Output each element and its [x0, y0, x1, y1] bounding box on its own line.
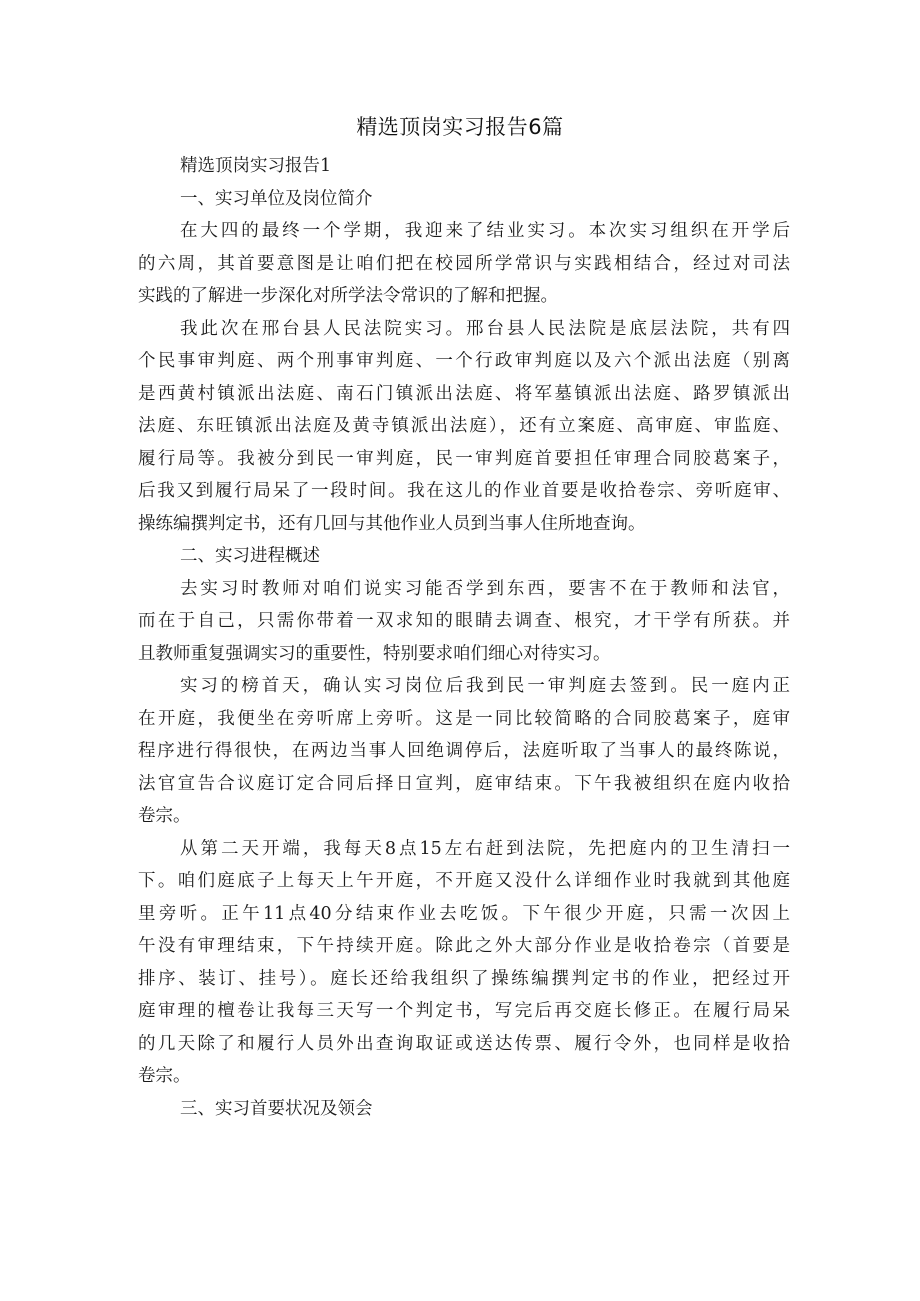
document-body [138, 150, 790, 1125]
paragraph-line: 而在于自己，只需你带着一双求知的眼睛去调查、根究，才干学有所获。并 [138, 611, 790, 631]
paragraph-line: 实践的了解进一步深化对所学法令常识的了解和把握。 [138, 286, 558, 306]
paragraph-line: 我此次在邢台县人民法院实习。邢台县人民法院是底层法院，共有四 [180, 318, 790, 339]
paragraph-line: 是西黄村镇派出法庭、南石门镇派出法庭、将军墓镇派出法庭、路罗镇派出 [138, 383, 790, 404]
paragraph-line: 程序进行得很快，在两边当事人回绝调停后，法庭听取了当事人的最终陈说， [138, 741, 790, 761]
paragraph-line: 法官宣告合议庭订定合同后择日宣判，庭审结束。下午我被组织在庭内收拾 [138, 773, 790, 794]
section-heading-3: 三、实习首要状况及领会 [180, 1098, 373, 1119]
document-title: 精选顶岗实习报告6篇 [356, 115, 564, 139]
paragraph-line: 法庭、东旺镇派出法庭及黄寺镇派出法庭），还有立案庭、高审庭、审监庭、 [138, 416, 790, 436]
paragraph-line: 下。咱们庭底子上每天上午开庭，不开庭又没什么详细作业时我就到其他庭 [138, 871, 790, 891]
paragraph-line: 卷宗。 [138, 1066, 191, 1086]
paragraph-line: 卷宗。 [138, 806, 191, 826]
paragraph-line: 的六周，其首要意图是让咱们把在校园所学常识与实践相结合，经过对司法 [138, 253, 790, 274]
paragraph-line: 操练编撰判定书，还有几回与其他作业人员到当事人住所地查询。 [138, 513, 646, 534]
paragraph-line: 实习的榜首天，确认实习岗位后我到民一审判庭去签到。民一庭内正 [180, 676, 790, 696]
paragraph-line: 在大四的最终一个学期，我迎来了结业实习。本次实习组织在开学后 [180, 221, 790, 241]
section-heading-1: 一、实习单位及岗位简介 [180, 188, 373, 209]
section-heading-2: 二、实习进程概述 [180, 546, 320, 566]
paragraph-line: 排序、装订、挂号）。庭长还给我组织了操练编撰判定书的作业，把经过开 [138, 968, 790, 989]
paragraph-line: 后我又到履行局呆了一段时间。我在这儿的作业首要是收拾卷宗、旁听庭审、 [138, 481, 790, 501]
report-heading: 精选顶岗实习报告1 [180, 156, 332, 176]
paragraph-line: 履行局等。我被分到民一审判庭，民一审判庭首要担任审理合同胶葛案子， [138, 448, 790, 469]
paragraph-line: 庭审理的檀卷让我每三天写一个判定书，写完后再交庭长修正。在履行局呆 [138, 1001, 790, 1021]
paragraph-line: 里旁听。正午11点40分结束作业去吃饭。下午很少开庭，只需一次因上 [138, 903, 790, 924]
paragraph-line: 个民事审判庭、两个刑事审判庭、一个行政审判庭以及六个派出法庭（别离 [138, 351, 790, 371]
paragraph-line: 在开庭，我便坐在旁听席上旁听。这是一同比较简略的合同胶葛案子，庭审 [138, 708, 790, 729]
paragraph-line: 从第二天开端，我每天8点15左右赶到法院，先把庭内的卫生清扫一 [180, 838, 790, 859]
paragraph-line: 午没有审理结束，下午持续开庭。除此之外大部分作业是收拾卷宗（首要是 [138, 936, 790, 956]
paragraph-line: 且教师重复强调实习的重要性，特别要求咱们细心对待实习。 [138, 643, 611, 664]
paragraph-line: 的几天除了和履行人员外出查询取证或送达传票、履行令外，也同样是收拾 [138, 1033, 790, 1054]
paragraph-line: 去实习时教师对咱们说实习能否学到东西，要害不在于教师和法官， [180, 578, 790, 599]
